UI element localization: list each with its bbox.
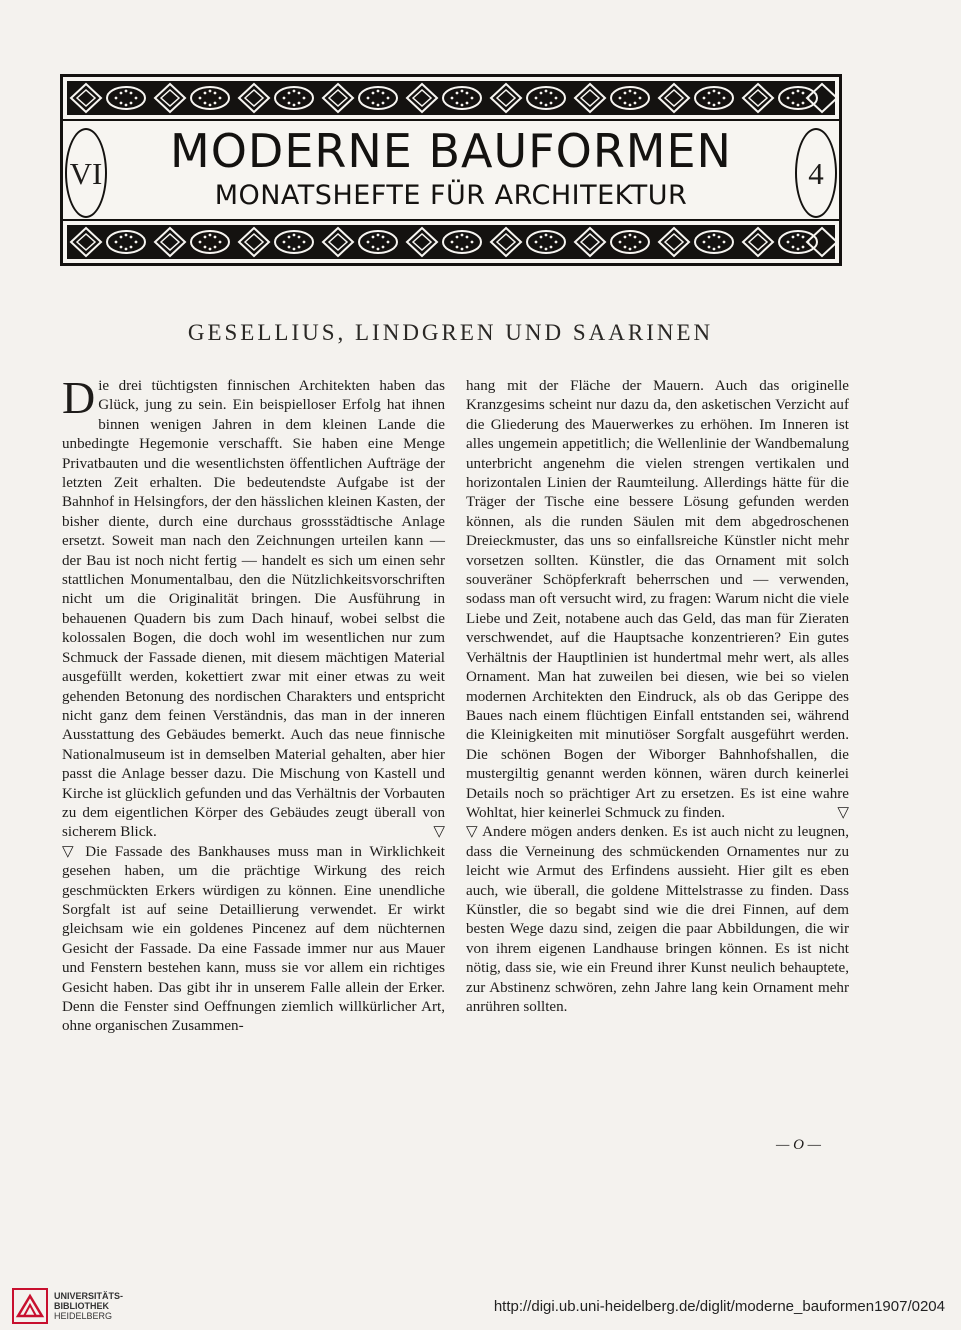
triangle-marker-icon: ▽ [466, 824, 479, 841]
paragraph-text: hang mit der Fläche der Mauern. Auch das originelle Kranzgesims scheint nur dazu da, den asketischen Verzicht auf die Gliederung des Mauerwerkes zu erhöhen. Im Inneren ist alles ungemein appetitlich; die Wellenlinie der Wandbemalung unterbricht angenehm die vielen strengen vertikalen und horizontalen Linien der Raumteilung. Allerdings hätte für die Träger der Tische eine bessere Lösung gefunden werden können, als die runden Säulen mit dem abgedroschenen Dreieckmuster, das uns so einfallsreiche Künstler nicht mehr vorsetzen sollten. Künstler, die das Ornament mit solch souveräner Schöpferkraft beherrschen und — verwenden, sodass man oft versucht wird, zu fragen: Warum nicht die viele Liebe und Zeit, notabene auch das Geld, das man für Zieraten verschwendet, auf die Hauptsache konzentrieren? Ein gutes Verhältnis der Hauptlinien ist hundertmal mehr wert, als alles Ornament. Man hat zuweilen bei diesen, wie bei so vielen modernen Architekten den Eindruck, als ob das Gerippe des Baues nach einem flüchtigen Einfall entstanden sei, während die Kleinigkeiten mit minutiöser Sorgfalt ausgeführt werden. Die schönen Bogen der Wiborger Bahnhofshallen, die mustergiltig genannt werden können, wären durch keinerlei Details noch so prächtiger Art zu ersetzen. Es ist eine wahre Wohltat, hier keinerlei Schmuck zu finden. [466, 378, 849, 821]
paragraph-text: ie drei tüchtigsten finnischen Architekten haben das Glück, jung zu sein. Ein beispielloser Erfolg hat ihnen binnen wenigen Jahren in dem kleinen Lande die unbedingte Hegemonie verschafft. Sie haben eine Menge Privatbauten und die wesentlichsten öffentlichen Aufträge der letzten Zeit erhalten. Die bedeutendste Aufgabe ist der Bahnhof in Helsingfors, der den hässlichen kleinen Kasten, der bisher diente, durch eine durchaus grossstädtische Anlage ersetzt. Soweit man nach den Zeichnungen urteilen kann — der Bau ist noch nicht fertig — handelt es sich um einen sehr stattlichen Monumentalbau, den die Nützlichkeitsvorschriften nicht um die Originalität bringen. Die Ausführung in behauenen Quadern bis zum Dach hinauf, wobei selbst die kolossalen Bogen, die doch wohl im wesentlichen nur zum Schmuck der Fassade dienen, mit diesem mächtigen Material ausgefüllt werden, kokettiert zwar mit einer etwas zu weit gehenden Betonung des nordischen Charakters und entspricht nicht ganz dem feinen Verständnis, das man in der inneren Ausstattung des Gebäudes bemerkt. Auch das neue finnische Nationalmuseum ist in demselben Material gehalten, aber hier passt die Anlage besser dazu. Die Mischung von Kastell und Kirche ist glücklich gefunden und das Verhältnis der Vorbauten zu dem eigentlichen Körper des Gebäudes zeugt überall von sicherem Blick. [62, 378, 445, 841]
ornament-band-top [67, 81, 835, 115]
drop-cap: D [62, 372, 96, 423]
masthead-title-block [113, 121, 789, 219]
journal-title: MODERNE BAUFORMEN [170, 124, 732, 178]
volume-oval [65, 128, 107, 218]
library-name [54, 1291, 123, 1321]
article-title: GESELLIUS, LINDGREN UND SAARINEN [187, 320, 714, 345]
text-column-left [62, 372, 445, 1037]
library-logo-block[interactable] [12, 1288, 123, 1324]
library-name-line: BIBLIOTHEK [54, 1301, 109, 1311]
ornament-band-bottom [67, 225, 835, 259]
journal-subtitle: MONATSHEFTE FÜR ARCHITEKTUR [214, 180, 688, 211]
masthead-rule-bottom [63, 219, 839, 221]
paragraph [466, 823, 849, 1017]
paragraph-text: Die Fassade des Bankhauses muss man in Wirklichkeit gesehen haben, um die prächtige Wirkung des reich geschmückten Erkers würdigen zu können. Eine unendliche Sorgfalt ist auf seine Detaillierung verwendet. Er wirkt gleichsam wie ein goldenes Pincenez auf dem nüchternen Gesicht der Fassade. Da eine Fassade immer nur aus Mauer und Fenstern bestehen kann, muss sie vor allem ein richtiges Gesicht haben. Das gibt ihr in unserem Falle allein der Erker. Denn die Fenster sind Oeffnungen ziemlich willkürlicher Art, ohne organischen Zusammen- [62, 843, 445, 1035]
ornament-pattern-bottom [67, 225, 835, 259]
masthead [60, 74, 842, 266]
end-mark: — O — [776, 1137, 822, 1153]
source-url-link[interactable]: http://digi.ub.uni-heidelberg.de/diglit/moderne_bauformen1907/0204 [493, 1298, 945, 1315]
library-name-line: UNIVERSITÄTS- [54, 1291, 124, 1301]
paragraph [62, 843, 445, 1037]
text-column-right [466, 377, 849, 1017]
paragraph [62, 372, 445, 843]
triangle-marker-icon: ▽ [837, 804, 849, 821]
issue-oval [795, 128, 837, 218]
library-seal-icon [12, 1288, 48, 1324]
paragraph [466, 377, 849, 823]
issue-number: 4 [808, 155, 824, 191]
volume-number: VI [69, 155, 103, 191]
ornament-pattern-top [67, 81, 835, 115]
triangle-marker-icon: ▽ [433, 824, 445, 841]
paragraph-text: Andere mögen anders denken. Es ist auch nicht zu leugnen, dass die Verneinung des schmückenden Ornamentes nur zu leicht wie Armut des Erfindens aussieht. Hier gilt es eben auch, wie überall, die goldene Mittelstrasse zu finden. Dass Künstler, die so begabt sind wie die drei Finnen, auf dem besten Wege dazu sind, zeigen die paar Abbildungen, die wir von ihrem eigenen Landhause bringen können. Es ist nicht nötig, dass sie, wie ein Freund ihrer Kunst neulich behauptete, zur Abstinenz schwören, zehn Jahre lang kein Ornament mehr anrühren sollten. [466, 824, 849, 1015]
library-name-line: HEIDELBERG [54, 1311, 113, 1321]
triangle-marker-icon: ▽ [62, 843, 78, 860]
